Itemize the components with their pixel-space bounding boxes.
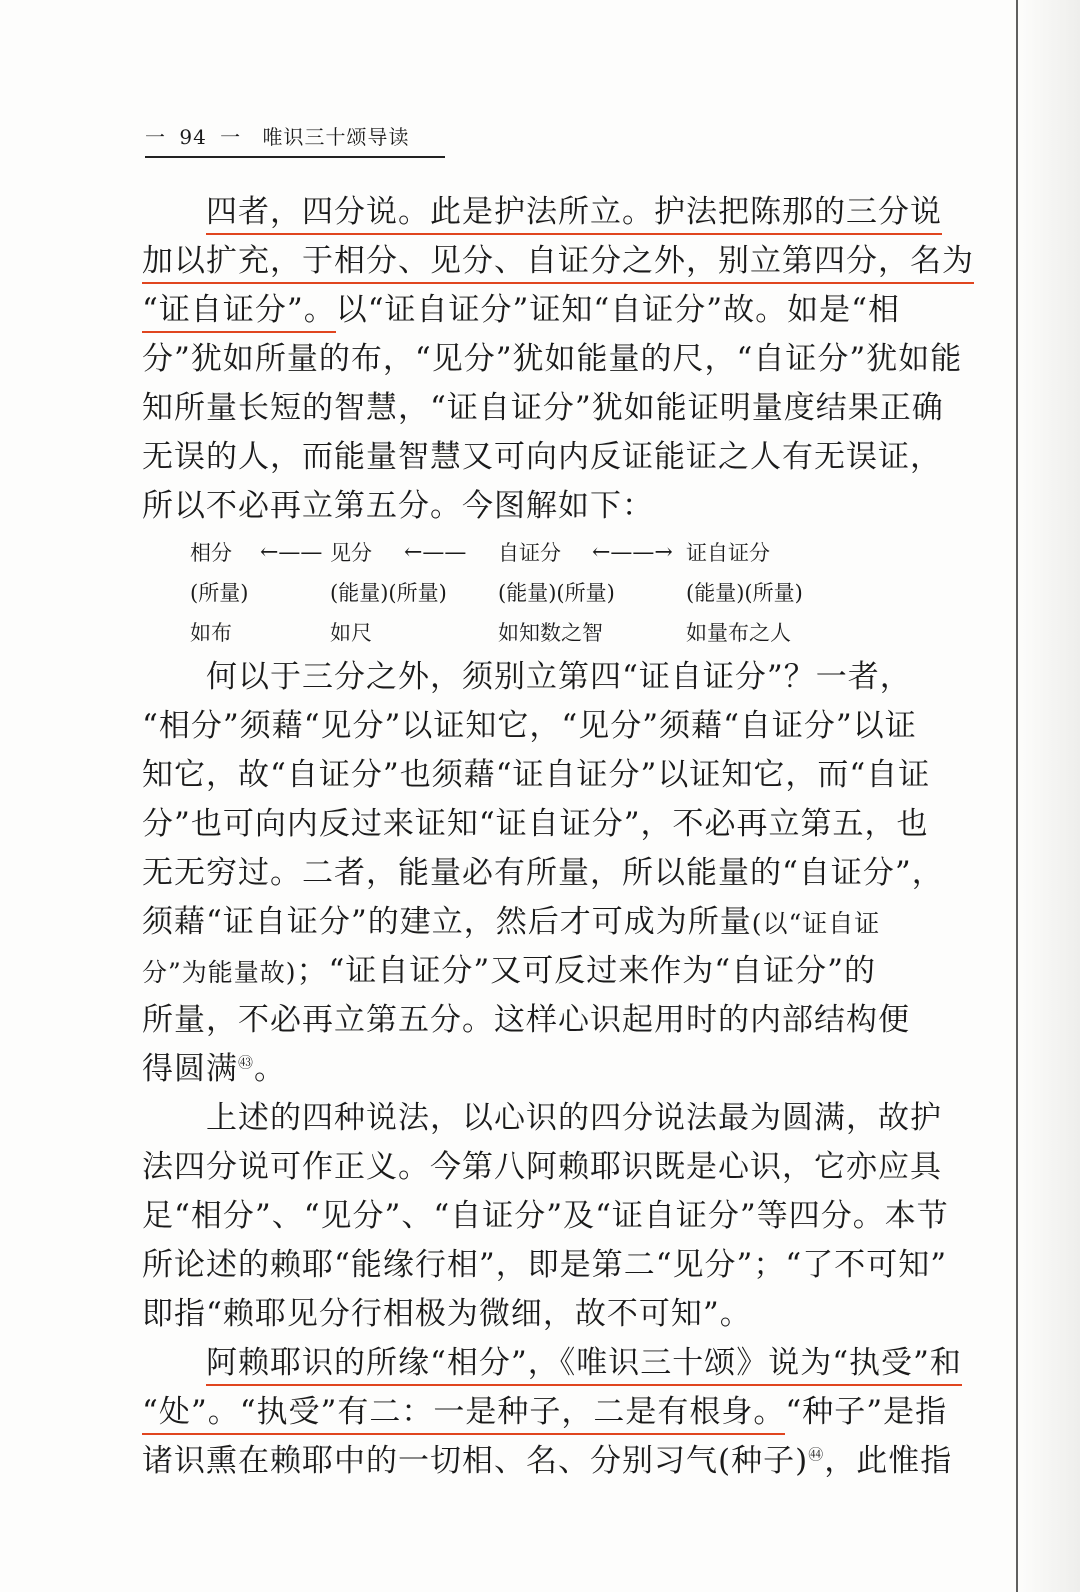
text-line: 无误的人，而能量智慧又可向内反证能证之人有无误证， bbox=[142, 439, 942, 475]
text-line bbox=[142, 188, 942, 237]
text-line: 分”也可向内反过来证知“证自证分”，不必再立第五，也 bbox=[142, 806, 929, 842]
diagram-part-name: 相分 bbox=[190, 541, 232, 565]
text-span: 须藉“证自证分”的建立，然后才可成为所量 bbox=[142, 904, 752, 940]
text-line: 知它，故“自证分”也须藉“证自证分”以证知它，而“自证 bbox=[142, 757, 931, 793]
parenthetical-text: 分”为能量故) bbox=[142, 958, 297, 987]
text-line: 所论述的赖耶“能缘行相”，即是第二“见分”；“了不可知” bbox=[142, 1247, 948, 1283]
page-number: 94 bbox=[179, 125, 207, 149]
text-span: 以“证自证分”证知“自证分”故。如是“相 bbox=[335, 292, 900, 328]
text-line: 分”犹如所量的布，“见分”犹如能量的尺，“自证分”犹如能 bbox=[142, 341, 963, 377]
diagram-part-role: (能量)(所量) bbox=[498, 581, 615, 605]
text-line: “相分”须藉“见分”以证知它，“见分”须藉“自证分”以证 bbox=[142, 708, 917, 744]
text-span: “种子”是指 bbox=[785, 1394, 948, 1430]
underlined-text: 四者，四分说。此是护法所立。护法把陈那的三分说 bbox=[206, 194, 942, 235]
text-line bbox=[142, 237, 974, 286]
text-line bbox=[142, 947, 942, 996]
text-line bbox=[142, 1388, 948, 1437]
running-header bbox=[145, 122, 445, 158]
page-edge-rule bbox=[1016, 0, 1018, 1592]
page-edge-shadow bbox=[1016, 0, 1080, 1592]
body-text bbox=[142, 188, 974, 1486]
diagram-part-analogy: 如量布之人 bbox=[686, 621, 791, 645]
text-span: ；“证自证分”又可反过来作为“自证分”的 bbox=[296, 953, 876, 989]
underlined-text: “处”。“执受”有二：一是种子，二是有根身。 bbox=[142, 1394, 785, 1435]
text-line: 法四分说可作正义。今第八阿赖耶识既是心识，它亦应具 bbox=[142, 1149, 942, 1185]
text-span: 诸识熏在赖耶中的一切相、名、分别习气(种子) bbox=[142, 1443, 809, 1479]
diagram-part-role: (能量)(所量) bbox=[686, 581, 803, 605]
diagram-part-analogy: 如布 bbox=[190, 621, 232, 645]
diagram-part-role: (所量) bbox=[190, 581, 249, 605]
text-line bbox=[142, 1339, 962, 1388]
diagram-column bbox=[190, 533, 248, 653]
underlined-text: “证自证分”。 bbox=[142, 292, 336, 333]
text-line bbox=[142, 1045, 942, 1094]
book-title: 唯识三十颂导读 bbox=[262, 125, 410, 149]
diagram-part-name: 见分 bbox=[330, 541, 372, 565]
text-line bbox=[142, 286, 942, 335]
text-line: 足“相分”、“见分”、“自证分”及“证自证分”等四分。本节 bbox=[142, 1198, 949, 1234]
text-span: 。 bbox=[254, 1051, 287, 1087]
text-line: 知所量长短的智慧，“证自证分”犹如能证明量度结果正确 bbox=[142, 390, 944, 426]
text-span: ，此惟指 bbox=[824, 1443, 953, 1479]
diagram-part-name: 自证分 bbox=[498, 541, 561, 565]
underlined-text: 阿赖耶识的所缘“相分”，《唯识三十颂》说为“执受”和 bbox=[206, 1345, 962, 1386]
text-line: 上述的四种说法，以心识的四分说法最为圆满，故护 bbox=[206, 1100, 942, 1136]
diagram-column bbox=[686, 533, 803, 653]
footnote-marker: ㊸ bbox=[238, 1053, 255, 1072]
text-line: 无无穷过。二者，能量必有所量，所以能量的“自证分”， bbox=[142, 855, 944, 891]
footnote-marker: ㊹ bbox=[808, 1445, 825, 1464]
double-arrow: ←——→ bbox=[592, 540, 673, 565]
text-span: 得圆满 bbox=[142, 1051, 238, 1087]
underlined-text: 加以扩充，于相分、见分、自证分之外，别立第四分，名为 bbox=[142, 243, 974, 284]
text-line: 所量，不必再立第五分。这样心识起用时的内部结构便 bbox=[142, 1002, 910, 1038]
text-line: 何以于三分之外，须别立第四“证自证分”？一者， bbox=[206, 659, 912, 695]
text-line: 所以不必再立第五分。今图解如下： bbox=[142, 488, 654, 524]
left-arrow: ←—— bbox=[260, 540, 323, 565]
text-line bbox=[142, 1437, 953, 1486]
text-line: 即指“赖耶见分行相极为微细，故不可知”。 bbox=[142, 1296, 752, 1332]
text-line bbox=[142, 898, 942, 947]
header-dash-left: 一 bbox=[145, 125, 166, 149]
four-part-diagram bbox=[142, 533, 942, 651]
diagram-part-analogy: 如知数之智 bbox=[498, 621, 603, 645]
left-arrow: ←—— bbox=[404, 540, 467, 565]
header-dash-right: 一 bbox=[220, 125, 242, 149]
parenthetical-text: (以“证自证 bbox=[751, 909, 881, 938]
diagram-part-role: (能量)(所量) bbox=[330, 581, 447, 605]
diagram-part-name: 证自证分 bbox=[686, 541, 770, 565]
diagram-part-analogy: 如尺 bbox=[330, 621, 372, 645]
